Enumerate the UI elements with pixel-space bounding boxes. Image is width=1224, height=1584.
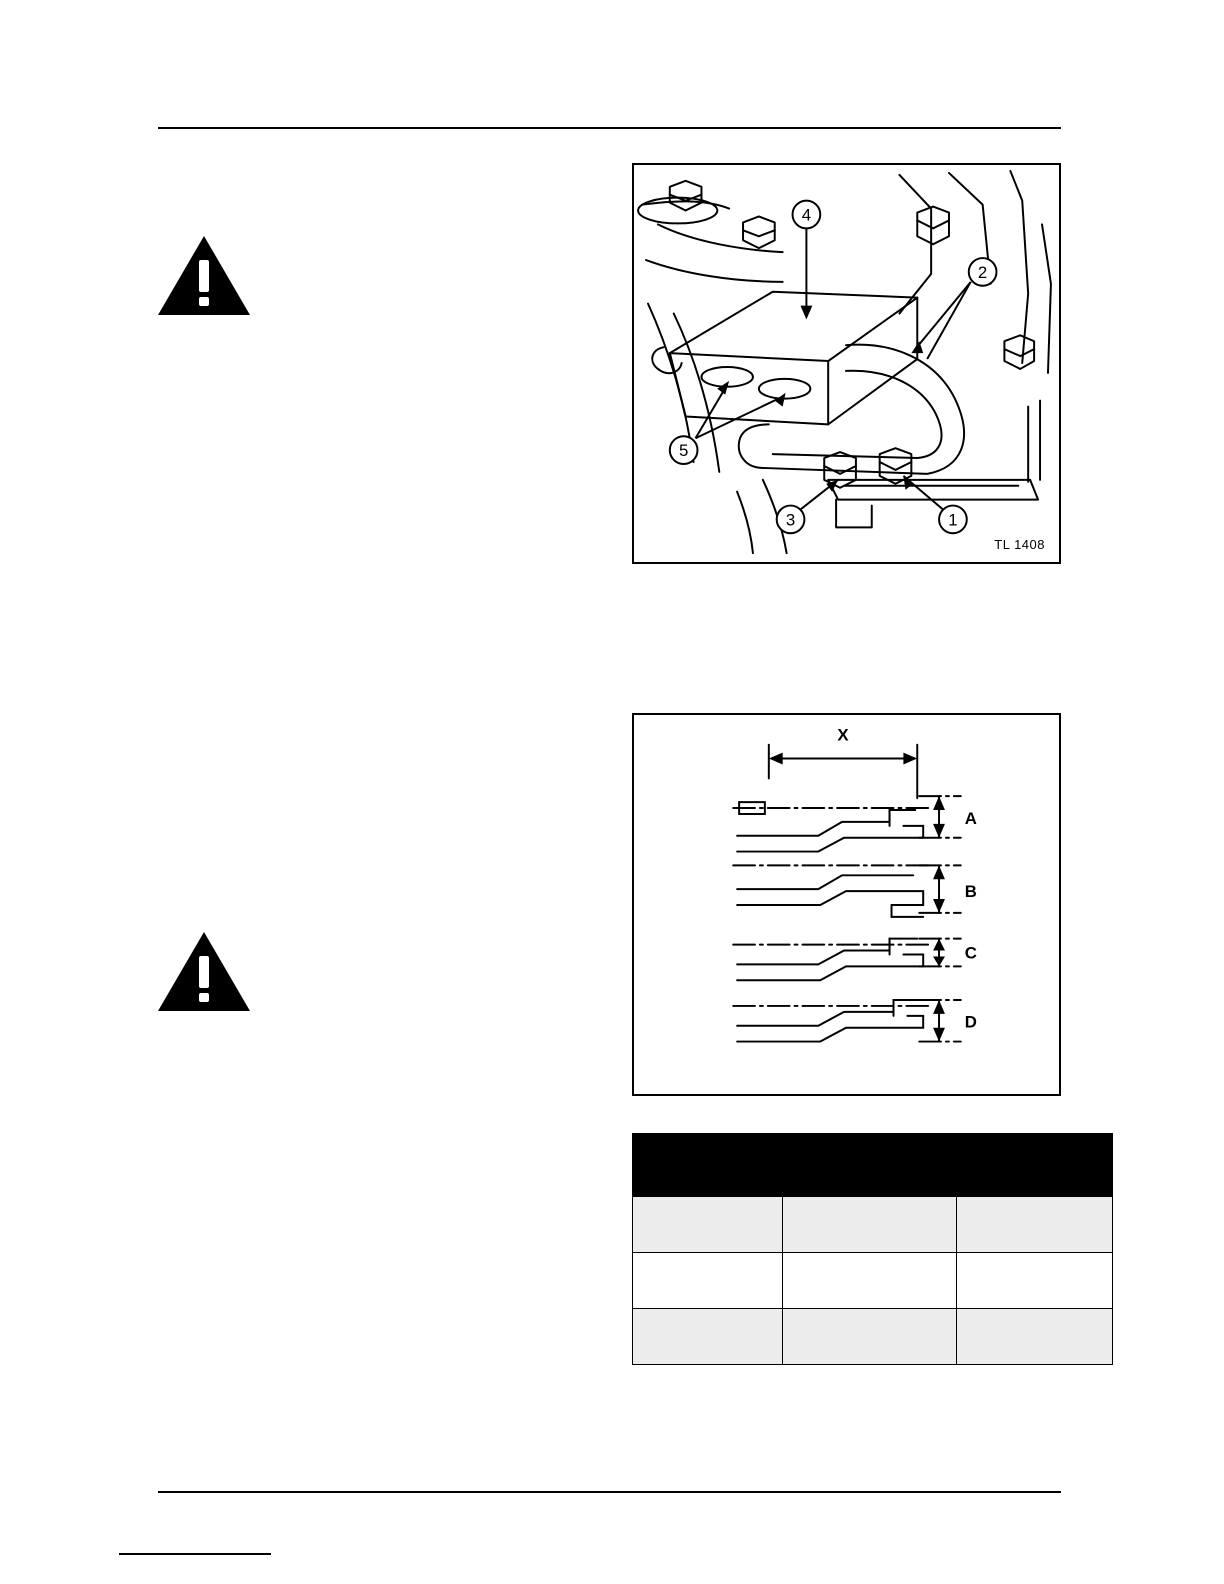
table-header-row: [633, 1134, 1113, 1197]
table-row: [633, 1309, 1113, 1365]
table-cell: [633, 1253, 783, 1309]
svg-text:X: X: [837, 725, 849, 745]
warning-triangle-icon: [156, 232, 252, 318]
svg-text:5: 5: [678, 441, 689, 461]
table-cell: [957, 1197, 1113, 1253]
svg-text:B: B: [964, 882, 977, 902]
figure-dimension-profiles: [632, 713, 1061, 1096]
svg-text:3: 3: [785, 510, 796, 530]
table-row: [633, 1253, 1113, 1309]
header-rule: [158, 127, 1061, 129]
svg-text:C: C: [964, 943, 977, 963]
footer-rule: [158, 1491, 1061, 1493]
table-header-cell: [633, 1134, 783, 1197]
specification-table: [632, 1133, 1113, 1365]
table-cell: [783, 1253, 957, 1309]
table-cell: [633, 1197, 783, 1253]
table-header-cell: [783, 1134, 957, 1197]
table-row: [633, 1197, 1113, 1253]
svg-text:4: 4: [801, 205, 812, 225]
table-cell: [957, 1309, 1113, 1365]
figure-bracket-assembly: [632, 163, 1061, 564]
svg-text:A: A: [964, 808, 977, 828]
svg-text:1: 1: [948, 510, 958, 530]
figure-code-label: TL 1408: [994, 537, 1045, 552]
svg-text:2: 2: [977, 262, 988, 282]
footer-mark: [119, 1553, 271, 1555]
table-cell: [633, 1309, 783, 1365]
table-cell: [783, 1197, 957, 1253]
table-cell: [957, 1253, 1113, 1309]
table-cell: [783, 1309, 957, 1365]
table-header-cell: [957, 1134, 1113, 1197]
warning-triangle-icon: [156, 928, 252, 1014]
svg-text:D: D: [964, 1012, 977, 1032]
